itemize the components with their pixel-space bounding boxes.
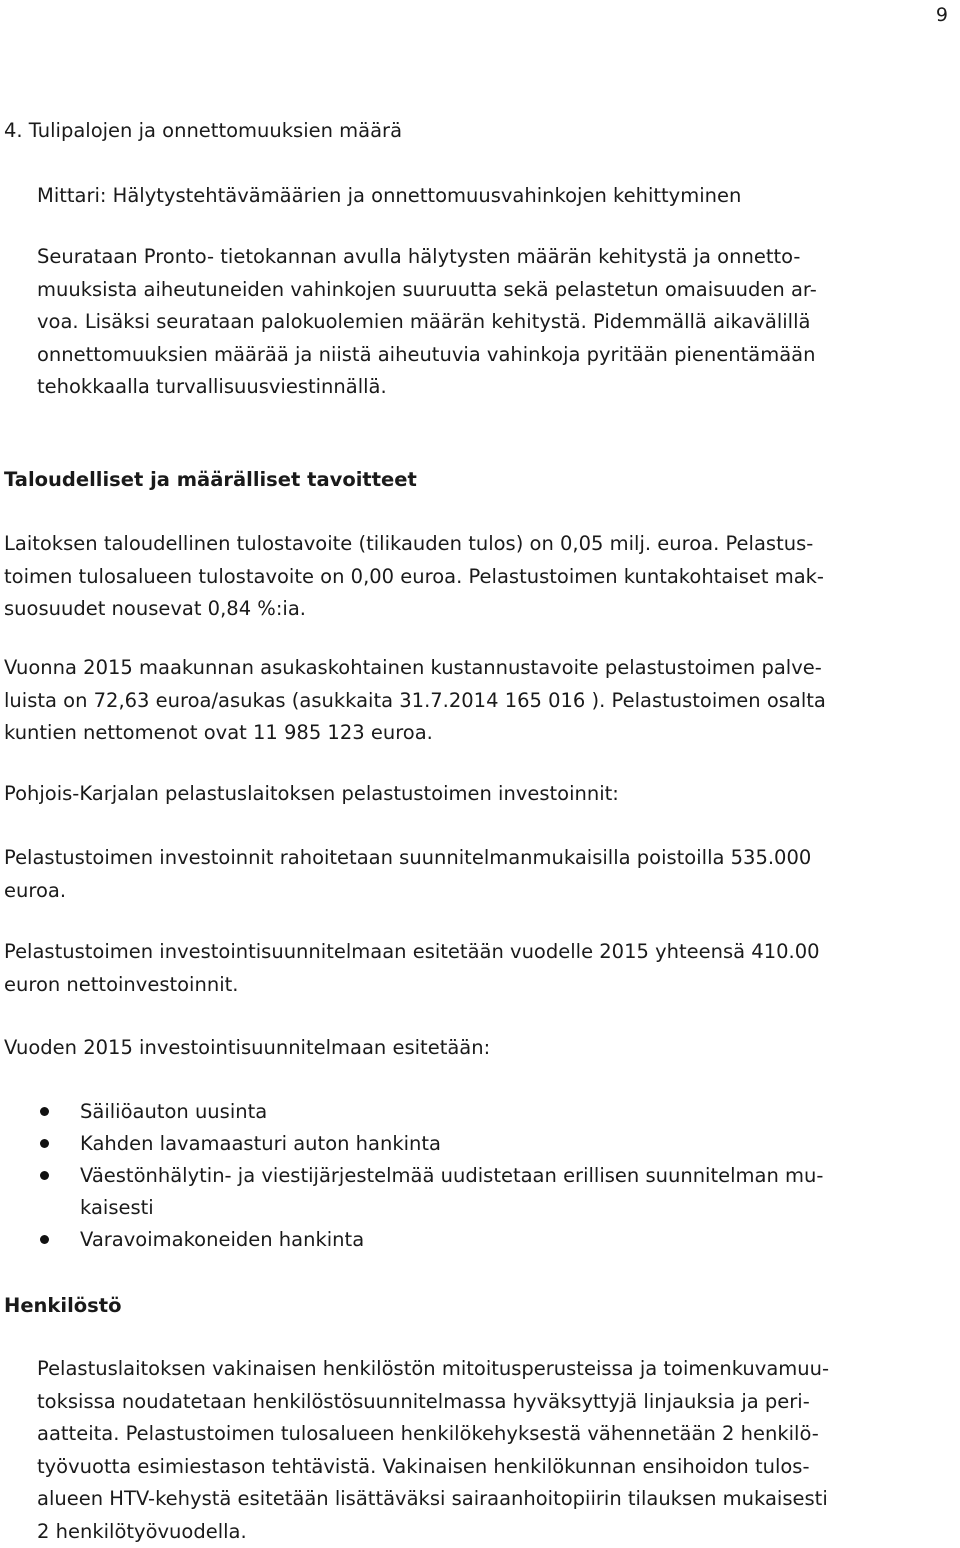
staff-heading: Henkilöstö — [4, 1290, 122, 1323]
list-item-text: Kahden lavamaasturi auton hankinta — [80, 1128, 441, 1161]
goals-heading: Taloudelliset ja määrälliset tavoitteet — [4, 464, 417, 497]
goals-paragraph-5 — [4, 936, 820, 1001]
section-heading: 4. Tulipalojen ja onnettomuuksien määrä — [4, 115, 402, 148]
text-line: euron nettoinvestoinnit. — [4, 969, 820, 1002]
meter-line: Mittari: Hälytystehtävämäärien ja onnettomuusvahinkojen kehittyminen — [37, 180, 741, 213]
bullet-icon — [40, 1235, 49, 1244]
text-line: 2 henkilötyövuodella. — [37, 1516, 829, 1548]
text-line: tehokkaalla turvallisuusviestinnällä. — [37, 371, 817, 404]
goals-paragraph-4 — [4, 842, 811, 907]
text-line: aatteita. Pelastustoimen tulosalueen henkilökehyksestä vähennetään 2 henkilö- — [37, 1418, 829, 1451]
bullet-icon — [40, 1171, 49, 1180]
text-line: muuksista aiheutuneiden vahinkojen suuruutta sekä pelastetun omaisuuden ar- — [37, 274, 817, 307]
text-line: alueen HTV-kehystä esitetään lisättäväksi sairaanhoitopiirin tilauksen mukaisesti — [37, 1483, 829, 1516]
text-line: Pelastuslaitoksen vakinaisen henkilöstön mitoitusperusteissa ja toimenkuvamuu- — [37, 1353, 829, 1386]
investment-plan-intro: Vuoden 2015 investointisuunnitelmaan esitetään: — [4, 1032, 490, 1065]
investments-title: Pohjois-Karjalan pelastuslaitoksen pelastustoimen investoinnit: — [4, 778, 619, 811]
intro-paragraph — [37, 241, 817, 404]
text-line: onnettomuuksien määrää ja niistä aiheutuvia vahinkoja pyritään pienentämään — [37, 339, 817, 372]
list-item-text: Säiliöauton uusinta — [80, 1096, 267, 1129]
text-line: Pelastustoimen investointisuunnitelmaan esitetään vuodelle 2015 yhteensä 410.00 — [4, 936, 820, 969]
text-line: toimen tulosalueen tulostavoite on 0,00 euroa. Pelastustoimen kuntakohtaiset mak- — [4, 561, 824, 594]
list-item-text: Varavoimakoneiden hankinta — [80, 1224, 364, 1257]
text-line: kuntien nettomenot ovat 11 985 123 euroa. — [4, 717, 826, 750]
text-line: voa. Lisäksi seurataan palokuolemien määrän kehitystä. Pidemmällä aikavälillä — [37, 306, 817, 339]
text-line: euroa. — [4, 875, 811, 908]
text-line: työvuotta esimiestason tehtävistä. Vakinaisen henkilökunnan ensihoidon tulos- — [37, 1451, 829, 1484]
page-number: 9 — [936, 4, 948, 26]
text-line: Vuonna 2015 maakunnan asukaskohtainen kustannustavoite pelastustoimen palve- — [4, 652, 826, 685]
text-line: Pelastustoimen investoinnit rahoitetaan suunnitelmanmukaisilla poistoilla 535.000 — [4, 842, 811, 875]
text-line: Seurataan Pronto- tietokannan avulla hälytysten määrän kehitystä ja onnetto- — [37, 241, 817, 274]
list-item-text: kaisesti — [80, 1192, 154, 1225]
text-line: toksissa noudatetaan henkilöstösuunnitelmassa hyväksyttyjä linjauksia ja peri- — [37, 1386, 829, 1419]
staff-paragraph — [37, 1353, 829, 1548]
investment-bullet-list — [0, 1096, 960, 1256]
bullet-icon — [40, 1107, 49, 1116]
goals-paragraph-2 — [4, 652, 826, 750]
text-line: Laitoksen taloudellinen tulostavoite (tilikauden tulos) on 0,05 milj. euroa. Pelastus- — [4, 528, 824, 561]
bullet-icon — [40, 1139, 49, 1148]
list-item-text: Väestönhälytin- ja viestijärjestelmää uudistetaan erillisen suunnitelman mu- — [80, 1160, 823, 1193]
text-line: luista on 72,63 euroa/asukas (asukkaita 31.7.2014 165 016 ). Pelastustoimen osalta — [4, 685, 826, 718]
goals-paragraph-1 — [4, 528, 824, 626]
text-line: suosuudet nousevat 0,84 %:ia. — [4, 593, 824, 626]
